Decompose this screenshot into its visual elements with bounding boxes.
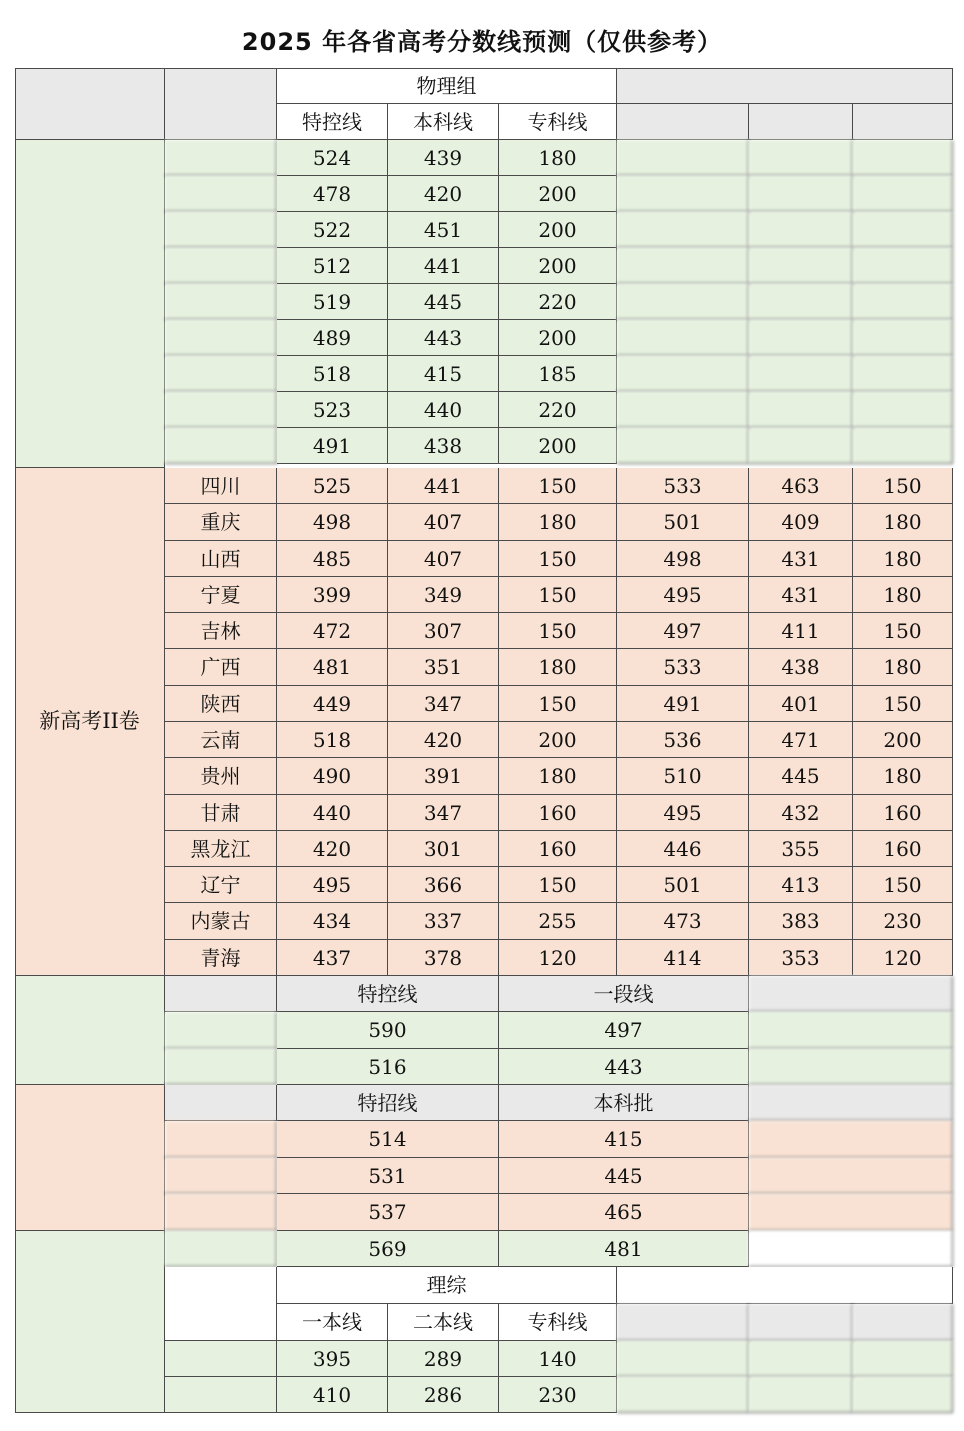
table-cell: 220 bbox=[499, 392, 617, 428]
province-cell: 陕西 bbox=[165, 686, 277, 722]
header-col: 专科线 bbox=[499, 104, 617, 140]
table-cell-blurred bbox=[853, 1341, 953, 1377]
table-cell: 230 bbox=[853, 903, 953, 940]
province-cell: 广西 bbox=[165, 649, 277, 686]
table-cell: 383 bbox=[749, 903, 853, 940]
table-cell: 440 bbox=[277, 795, 388, 831]
table-cell: 289 bbox=[388, 1341, 499, 1377]
province-cell-blurred bbox=[165, 140, 277, 176]
table-cell: 395 bbox=[277, 1341, 388, 1377]
table-cell: 420 bbox=[388, 722, 499, 758]
table-cell: 498 bbox=[617, 541, 749, 577]
table-cell: 150 bbox=[853, 613, 953, 649]
table-cell: 200 bbox=[853, 722, 953, 758]
table-cell-blurred bbox=[617, 176, 749, 212]
table-cell: 501 bbox=[617, 504, 749, 541]
table-cell: 347 bbox=[388, 686, 499, 722]
table-cell: 533 bbox=[617, 649, 749, 686]
province-cell-blurred bbox=[165, 1377, 277, 1413]
section-a-col: 特控线 bbox=[277, 976, 499, 1012]
table-cell: 220 bbox=[499, 284, 617, 320]
table-cell: 449 bbox=[277, 686, 388, 722]
table-cell: 495 bbox=[617, 795, 749, 831]
table-cell-blurred bbox=[853, 212, 953, 248]
section-c-col-blurred bbox=[749, 1304, 853, 1341]
province-cell: 四川 bbox=[165, 468, 277, 504]
table-cell: 150 bbox=[499, 686, 617, 722]
province-cell-blurred bbox=[165, 212, 277, 248]
table-cell: 200 bbox=[499, 722, 617, 758]
table-cell: 307 bbox=[388, 613, 499, 649]
section-c-col-blurred bbox=[853, 1304, 953, 1341]
group-cell-green-bottom bbox=[15, 1231, 165, 1413]
table-cell: 524 bbox=[277, 140, 388, 176]
table-cell: 518 bbox=[277, 722, 388, 758]
table-cell: 409 bbox=[749, 504, 853, 541]
province-cell-blurred bbox=[165, 176, 277, 212]
group-cell-green-top bbox=[15, 140, 165, 468]
table-cell: 446 bbox=[617, 831, 749, 867]
group-label-new-gaokao-ii: 新高考II卷 bbox=[15, 468, 165, 976]
table-cell-blurred bbox=[617, 212, 749, 248]
table-cell: 497 bbox=[499, 1012, 749, 1049]
table-cell: 150 bbox=[853, 468, 953, 504]
table-cell-blurred bbox=[749, 1341, 853, 1377]
table-cell: 523 bbox=[277, 392, 388, 428]
table-cell: 407 bbox=[388, 504, 499, 541]
table-cell-blurred bbox=[853, 356, 953, 392]
section-a-col: 一段线 bbox=[499, 976, 749, 1012]
table-cell: 463 bbox=[749, 468, 853, 504]
table-cell: 481 bbox=[499, 1231, 749, 1267]
table-cell: 366 bbox=[388, 867, 499, 903]
province-cell-blurred bbox=[165, 248, 277, 284]
table-cell-blurred bbox=[853, 248, 953, 284]
section-c-header-blurred bbox=[617, 1267, 953, 1304]
section-b-col: 本科批 bbox=[499, 1085, 749, 1121]
table-cell: 525 bbox=[277, 468, 388, 504]
province-cell-blurred bbox=[165, 1231, 277, 1267]
table-cell: 516 bbox=[277, 1049, 499, 1085]
table-cell-blurred bbox=[617, 392, 749, 428]
table-cell: 445 bbox=[749, 758, 853, 795]
table-cell: 150 bbox=[499, 577, 617, 613]
table-cell: 537 bbox=[277, 1194, 499, 1231]
table-cell: 200 bbox=[499, 428, 617, 464]
table-cell-blurred bbox=[749, 140, 853, 176]
table-cell-blurred bbox=[853, 392, 953, 428]
group-cell-green-mid bbox=[15, 976, 165, 1085]
table-cell: 301 bbox=[388, 831, 499, 867]
table-cell: 489 bbox=[277, 320, 388, 356]
table-cell: 431 bbox=[749, 541, 853, 577]
table-cell: 180 bbox=[853, 541, 953, 577]
province-cell: 宁夏 bbox=[165, 577, 277, 613]
table-cell: 200 bbox=[499, 248, 617, 284]
province-cell: 黑龙江 bbox=[165, 831, 277, 867]
section-c-col-blurred bbox=[617, 1304, 749, 1341]
table-cell: 451 bbox=[388, 212, 499, 248]
table-cell: 413 bbox=[749, 867, 853, 903]
section-b-col: 特招线 bbox=[277, 1085, 499, 1121]
table-cell: 498 bbox=[277, 504, 388, 541]
table-cell-blurred bbox=[853, 320, 953, 356]
table-cell-blurred bbox=[749, 392, 853, 428]
table-cell-blurred bbox=[853, 176, 953, 212]
table-cell: 478 bbox=[277, 176, 388, 212]
province-cell-blurred bbox=[165, 1194, 277, 1231]
table-cell: 399 bbox=[277, 577, 388, 613]
province-cell: 重庆 bbox=[165, 504, 277, 541]
table-cell-blurred bbox=[617, 1377, 749, 1413]
table-cell: 180 bbox=[853, 577, 953, 613]
table-cell: 200 bbox=[499, 320, 617, 356]
table-cell: 510 bbox=[617, 758, 749, 795]
table-cell: 514 bbox=[277, 1121, 499, 1158]
table-cell: 414 bbox=[617, 940, 749, 976]
header-col-blurred bbox=[749, 104, 853, 140]
table-cell: 160 bbox=[853, 795, 953, 831]
table-cell: 519 bbox=[277, 284, 388, 320]
table-cell: 445 bbox=[499, 1158, 749, 1194]
score-table bbox=[15, 68, 953, 1413]
province-cell-blurred bbox=[165, 356, 277, 392]
table-cell-blurred bbox=[749, 284, 853, 320]
table-cell: 120 bbox=[499, 940, 617, 976]
table-cell: 180 bbox=[853, 649, 953, 686]
table-cell: 286 bbox=[388, 1377, 499, 1413]
table-cell-blurred bbox=[749, 212, 853, 248]
section-c-header: 理综 bbox=[277, 1267, 617, 1304]
table-cell: 441 bbox=[388, 468, 499, 504]
province-cell: 吉林 bbox=[165, 613, 277, 649]
header-history-group bbox=[617, 68, 953, 104]
table-cell: 351 bbox=[388, 649, 499, 686]
table-cell: 437 bbox=[277, 940, 388, 976]
table-cell: 180 bbox=[853, 758, 953, 795]
table-cell: 473 bbox=[617, 903, 749, 940]
table-cell: 420 bbox=[388, 176, 499, 212]
header-col: 本科线 bbox=[388, 104, 499, 140]
province-cell: 贵州 bbox=[165, 758, 277, 795]
table-cell: 407 bbox=[388, 541, 499, 577]
table-cell: 512 bbox=[277, 248, 388, 284]
table-cell: 337 bbox=[388, 903, 499, 940]
table-cell: 200 bbox=[499, 212, 617, 248]
province-cell: 云南 bbox=[165, 722, 277, 758]
table-cell: 415 bbox=[388, 356, 499, 392]
table-cell-blurred bbox=[617, 428, 749, 464]
table-cell: 443 bbox=[388, 320, 499, 356]
table-cell-blurred bbox=[617, 140, 749, 176]
header-province bbox=[165, 68, 277, 140]
province-cell: 辽宁 bbox=[165, 867, 277, 903]
table-cell: 533 bbox=[617, 468, 749, 504]
table-cell: 432 bbox=[749, 795, 853, 831]
province-cell: 青海 bbox=[165, 940, 277, 976]
table-cell: 491 bbox=[617, 686, 749, 722]
table-cell: 434 bbox=[277, 903, 388, 940]
table-cell: 378 bbox=[388, 940, 499, 976]
table-cell-blurred bbox=[749, 248, 853, 284]
table-cell: 443 bbox=[499, 1049, 749, 1085]
table-cell-blurred bbox=[853, 284, 953, 320]
province-cell: 内蒙古 bbox=[165, 903, 277, 940]
table-cell-blurred bbox=[749, 1049, 953, 1085]
table-cell: 160 bbox=[499, 831, 617, 867]
table-cell: 180 bbox=[853, 504, 953, 541]
table-cell: 180 bbox=[499, 649, 617, 686]
table-cell: 415 bbox=[499, 1121, 749, 1158]
page-title: 2025 年各省高考分数线预测（仅供参考） bbox=[241, 28, 723, 56]
province-cell-blurred bbox=[165, 1341, 277, 1377]
table-cell: 471 bbox=[749, 722, 853, 758]
table-cell-blurred bbox=[853, 1377, 953, 1413]
table-cell: 150 bbox=[499, 613, 617, 649]
table-cell: 501 bbox=[617, 867, 749, 903]
table-cell-blurred bbox=[617, 248, 749, 284]
province-cell-blurred bbox=[165, 1012, 277, 1049]
header-col-blurred bbox=[617, 104, 749, 140]
table-cell: 391 bbox=[388, 758, 499, 795]
province-cell: 山西 bbox=[165, 541, 277, 577]
table-cell: 438 bbox=[388, 428, 499, 464]
table-cell: 472 bbox=[277, 613, 388, 649]
section-c-col: 一本线 bbox=[277, 1304, 388, 1341]
table-cell: 439 bbox=[388, 140, 499, 176]
table-cell: 180 bbox=[499, 140, 617, 176]
table-cell-blurred bbox=[749, 320, 853, 356]
table-cell-blurred bbox=[749, 1194, 953, 1231]
table-cell: 401 bbox=[749, 686, 853, 722]
table-cell: 185 bbox=[499, 356, 617, 392]
table-cell: 441 bbox=[388, 248, 499, 284]
section-c-col: 专科线 bbox=[499, 1304, 617, 1341]
table-cell: 485 bbox=[277, 541, 388, 577]
table-cell-blurred bbox=[749, 1012, 953, 1049]
header-corner bbox=[15, 68, 165, 140]
table-cell-blurred bbox=[617, 320, 749, 356]
table-cell: 150 bbox=[499, 541, 617, 577]
table-cell: 347 bbox=[388, 795, 499, 831]
province-cell-blurred bbox=[165, 320, 277, 356]
table-cell: 150 bbox=[499, 468, 617, 504]
table-cell: 120 bbox=[853, 940, 953, 976]
table-cell: 150 bbox=[499, 867, 617, 903]
header-col-blurred bbox=[853, 104, 953, 140]
table-cell-blurred bbox=[749, 176, 853, 212]
table-cell-blurred bbox=[853, 428, 953, 464]
table-cell-blurred bbox=[749, 356, 853, 392]
table-cell: 491 bbox=[277, 428, 388, 464]
table-cell-blurred bbox=[617, 284, 749, 320]
table-cell: 200 bbox=[499, 176, 617, 212]
table-cell: 431 bbox=[749, 577, 853, 613]
header-col: 特控线 bbox=[277, 104, 388, 140]
table-cell: 180 bbox=[499, 758, 617, 795]
province-cell: 甘肃 bbox=[165, 795, 277, 831]
table-cell: 420 bbox=[277, 831, 388, 867]
group-cell-peach bbox=[15, 1085, 165, 1231]
table-cell-blurred bbox=[617, 1341, 749, 1377]
table-cell-blurred bbox=[853, 140, 953, 176]
table-cell: 150 bbox=[853, 867, 953, 903]
table-cell-blurred bbox=[749, 1121, 953, 1158]
table-cell: 495 bbox=[617, 577, 749, 613]
table-cell: 522 bbox=[277, 212, 388, 248]
table-cell-blurred bbox=[749, 428, 853, 464]
section-b-header-blank bbox=[165, 1085, 277, 1121]
section-c-header-blank bbox=[165, 1267, 277, 1341]
table-cell: 569 bbox=[277, 1231, 499, 1267]
table-cell: 531 bbox=[277, 1158, 499, 1194]
section-a-col-blurred bbox=[749, 976, 953, 1012]
table-cell: 410 bbox=[277, 1377, 388, 1413]
table-cell-blurred bbox=[749, 1377, 853, 1413]
table-cell: 255 bbox=[499, 903, 617, 940]
province-cell-blurred bbox=[165, 428, 277, 464]
province-cell-blurred bbox=[165, 284, 277, 320]
table-cell: 518 bbox=[277, 356, 388, 392]
table-cell: 440 bbox=[388, 392, 499, 428]
table-cell: 150 bbox=[853, 686, 953, 722]
table-cell: 495 bbox=[277, 867, 388, 903]
table-cell: 230 bbox=[499, 1377, 617, 1413]
section-c-col: 二本线 bbox=[388, 1304, 499, 1341]
table-cell-blurred bbox=[749, 1158, 953, 1194]
province-cell-blurred bbox=[165, 392, 277, 428]
table-cell: 160 bbox=[499, 795, 617, 831]
table-cell: 536 bbox=[617, 722, 749, 758]
table-cell: 497 bbox=[617, 613, 749, 649]
table-cell: 140 bbox=[499, 1341, 617, 1377]
province-cell-blurred bbox=[165, 1158, 277, 1194]
table-cell: 349 bbox=[388, 577, 499, 613]
province-cell-blurred bbox=[165, 1049, 277, 1085]
table-cell: 353 bbox=[749, 940, 853, 976]
table-cell: 438 bbox=[749, 649, 853, 686]
table-cell: 355 bbox=[749, 831, 853, 867]
table-cell: 445 bbox=[388, 284, 499, 320]
table-cell: 465 bbox=[499, 1194, 749, 1231]
section-a-header-blank bbox=[165, 976, 277, 1012]
table-cell: 590 bbox=[277, 1012, 499, 1049]
table-cell: 160 bbox=[853, 831, 953, 867]
table-cell: 481 bbox=[277, 649, 388, 686]
table-cell-blurred bbox=[749, 1231, 953, 1267]
table-cell-blurred bbox=[617, 356, 749, 392]
header-physics-group: 物理组 bbox=[277, 68, 617, 104]
table-cell: 490 bbox=[277, 758, 388, 795]
section-b-col-blurred bbox=[749, 1085, 953, 1121]
table-cell: 411 bbox=[749, 613, 853, 649]
province-cell-blurred bbox=[165, 1121, 277, 1158]
table-cell: 180 bbox=[499, 504, 617, 541]
